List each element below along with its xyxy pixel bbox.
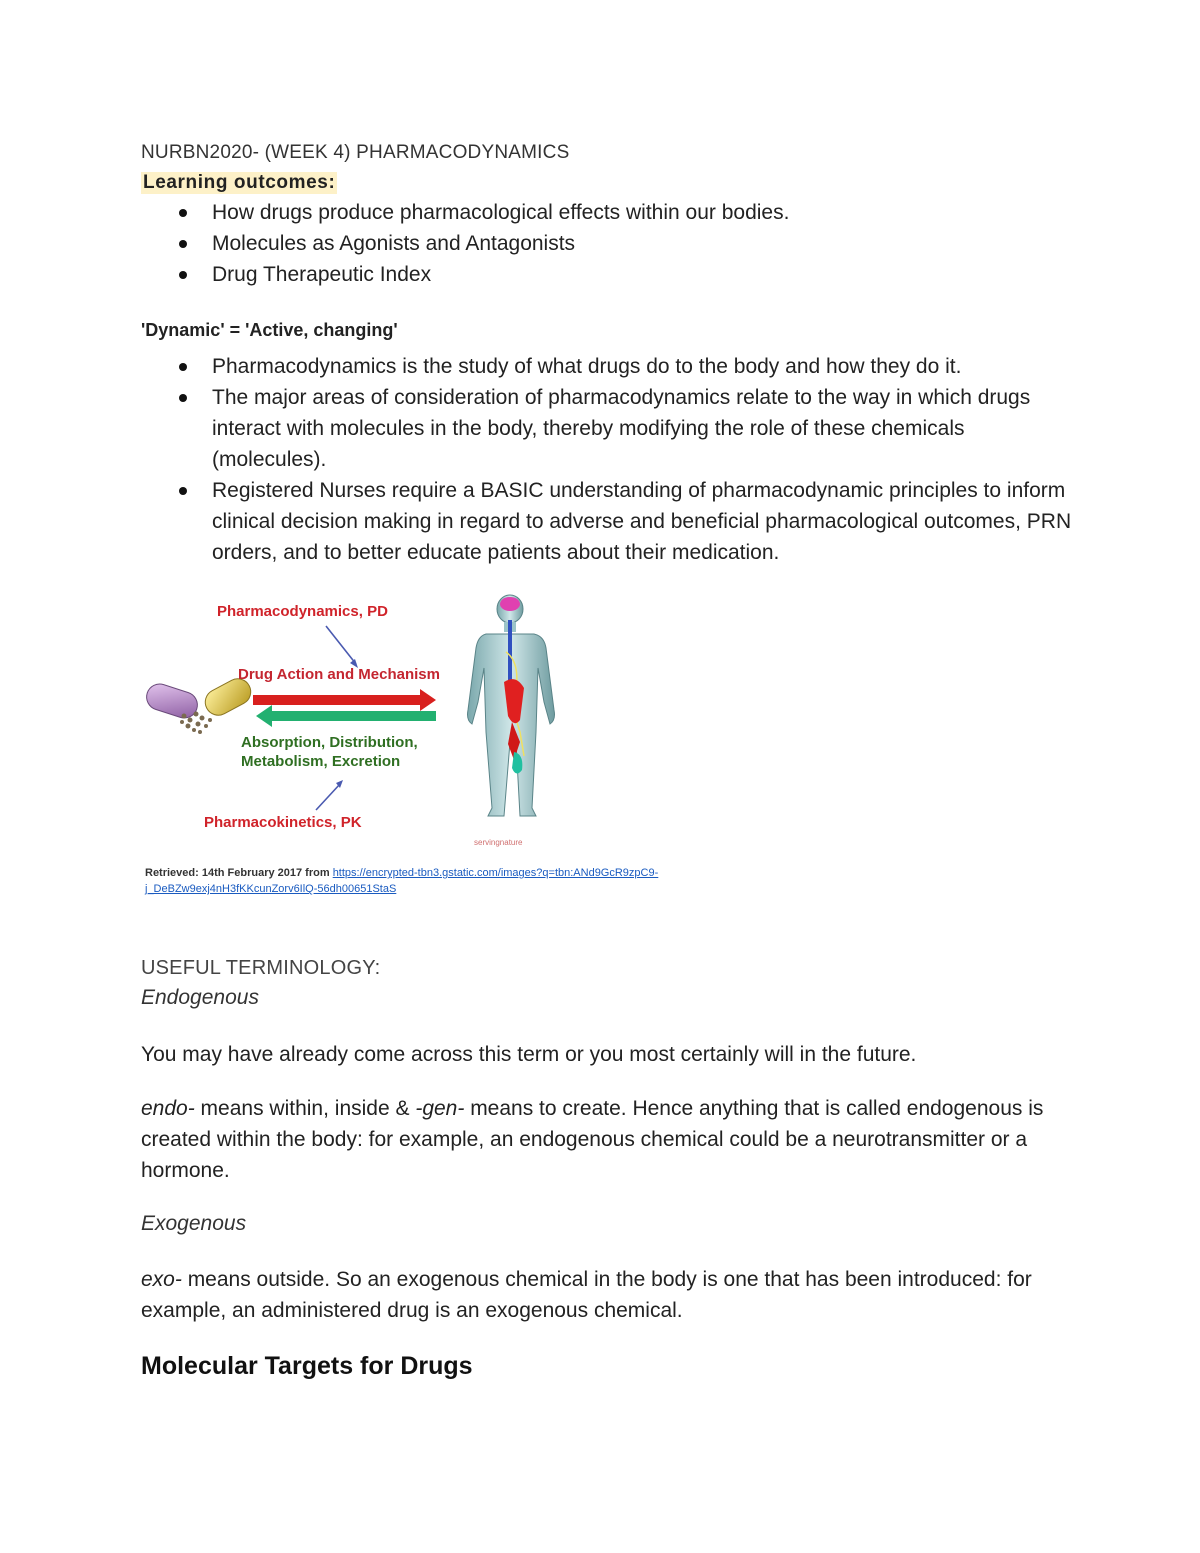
terminology-heading: USEFUL TERMINOLOGY: <box>141 957 381 979</box>
endo-rest: means to create. Hence anything that is called endogenous is created within the body: for example, an endogenous chemical could be a neurotransmitter or a hormone. <box>141 1097 1044 1182</box>
adme-line-2: Metabolism, Excretion <box>241 753 401 770</box>
adme-arrow <box>256 705 436 727</box>
human-body-icon <box>468 595 555 816</box>
list-item: How drugs produce pharmacological effects within our bodies. <box>141 197 1081 228</box>
endogenous-heading: Endogenous <box>141 986 259 1009</box>
pk-pointer-arrow <box>316 784 340 810</box>
pharmacodynamics-label: Pharmacodynamics, PD <box>217 603 388 620</box>
adme-line-1: Absorption, Distribution, <box>241 734 418 751</box>
dynamic-heading: 'Dynamic' = 'Active, changing' <box>141 320 398 340</box>
adme-label <box>241 733 418 771</box>
image-source-mark: servingnature <box>474 838 523 847</box>
exogenous-definition <box>141 1264 1071 1326</box>
list-item: The major areas of consideration of pharmacodynamics relate to the way in which drugs interact with molecules in the body, thereby modifying the role of these chemicals (molecules). <box>141 382 1081 475</box>
learning-outcomes-label: Learning outcomes: <box>143 172 336 193</box>
figure-citation <box>145 865 705 897</box>
gen-prefix: -gen- <box>415 1097 465 1120</box>
pd-pk-figure <box>140 592 720 902</box>
document-title: NURBN2020- (WEEK 4) PHARMACODYNAMICS <box>141 142 570 163</box>
citation-link[interactable]: https://encrypted-tbn3.gstatic.com/images?q=tbn:ANd9GcR9zpC9-j_DeBZw9exj4nH3fKKcunZorv6IlQ-56dh00651StaS <box>145 867 659 895</box>
endogenous-definition <box>141 1093 1071 1186</box>
section-heading: Molecular Targets for Drugs <box>141 1352 473 1380</box>
drug-action-arrow <box>253 689 436 711</box>
exogenous-heading: Exogenous <box>141 1212 247 1235</box>
list-item: Drug Therapeutic Index <box>141 259 1081 290</box>
capsule-icon <box>143 674 255 734</box>
endogenous-intro: You may have already come across this term or you most certainly will in the future. <box>141 1043 917 1066</box>
list-item: Pharmacodynamics is the study of what drugs do to the body and how they do it. <box>141 351 1081 382</box>
list-item: Molecules as Agonists and Antagonists <box>141 228 1081 259</box>
learning-outcomes-list <box>141 197 1081 290</box>
exo-prefix: exo- <box>141 1268 182 1291</box>
drug-action-label: Drug Action and Mechanism <box>238 666 440 683</box>
pharmacokinetics-label: Pharmacokinetics, PK <box>204 814 362 831</box>
exo-rest: means outside. So an exogenous chemical in the body is one that has been introduced: for example, an administered drug is an exogenous chemical. <box>141 1268 1032 1322</box>
list-item: Registered Nurses require a BASIC understanding of pharmacodynamic principles to inform clinical decision making in regard to adverse and beneficial pharmacological outcomes, PRN orders, and to better educate patients about their medication. <box>141 475 1081 568</box>
dynamic-points-list <box>141 351 1081 568</box>
citation-prefix: Retrieved: 14th February 2017 from <box>145 867 333 879</box>
endo-mid: means within, inside & <box>194 1097 416 1120</box>
figure-illustration <box>140 592 720 902</box>
endo-prefix: endo- <box>141 1097 195 1120</box>
pd-pointer-arrow <box>326 626 356 664</box>
